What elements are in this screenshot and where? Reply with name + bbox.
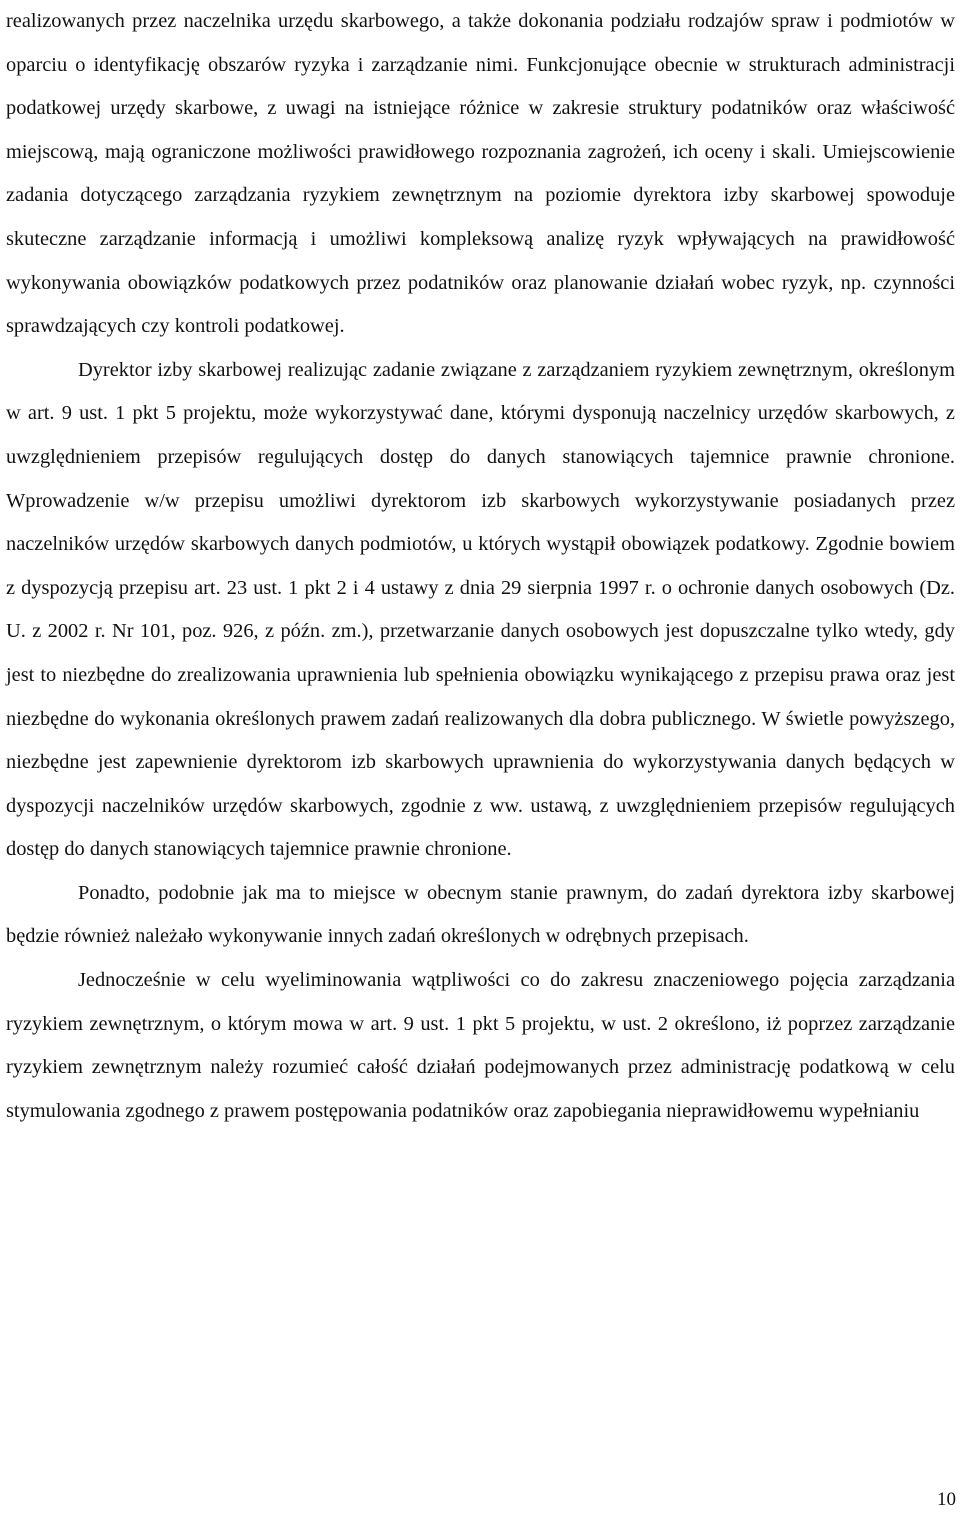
document-page <box>6 0 955 1513</box>
paragraph-risk-definition: Jednocześnie w celu wyeliminowania wątpliwości co do zakresu znaczeniowego pojęcia zarządzania ryzykiem zewnętrznym, o którym mowa w art. 9 ust. 1 pkt 5 projektu, w ust. 2 określono, iż poprzez zarządzanie ryzykiem zewnętrznym należy rozumieć całość działań podejmowanych przez administrację podatkową w celu stymulowania zgodnego z prawem postępowania podatników oraz zapobiegania nieprawidłowemu wypełnianiu <box>6 969 955 1122</box>
paragraph-other-tasks: Ponadto, podobnie jak ma to miejsce w obecnym stanie prawnym, do zadań dyrektora izby skarbowej będzie również należało wykonywanie innych zadań określonych w odrębnych przepisach. <box>6 881 955 948</box>
body-text <box>6 0 955 1133</box>
paragraph-director-external-risk: Dyrektor izby skarbowej realizując zadanie związane z zarządzaniem ryzykiem zewnętrznym, określonym w art. 9 ust. 1 pkt 5 projektu, może wykorzystywać dane, którymi dysponują naczelnicy urzędów skarbowych, z uwzględnieniem przepisów regulujących dostęp do danych stanowiących tajemnice prawnie chronione. Wprowadzenie w/w przepisu umożliwi dyrektorom izb skarbowych wykorzystywanie posiadanych przez naczelników urzędów skarbowych danych podmiotów, u których wystąpił obowiązek podatkowy. Zgodnie bowiem z dyspozycją przepisu art. 23 ust. 1 pkt 2 i 4 ustawy z dnia 29 sierpnia 1997 r. o ochronie danych osobowych (Dz. U. z 2002 r. Nr 101, poz. 926, z późn. zm.), przetwarzanie danych osobowych jest dopuszczalne tylko wtedy, gdy jest to niezbędne do zrealizowania uprawnienia lub spełnienia obowiązku wynikającego z przepisu prawa oraz jest niezbędne do wykonania określonych prawem zadań realizowanych dla dobra publicznego. W świetle powyższego, niezbędne jest zapewnienie dyrektorom izb skarbowych uprawnienia do wykorzystywania danych będących w dyspozycji naczelników urzędów skarbowych, zgodnie z ww. ustawą, z uwzględnieniem przepisów regulujących dostęp do danych stanowiących tajemnice prawnie chronione. <box>6 358 955 861</box>
paragraph-continuation: realizowanych przez naczelnika urzędu skarbowego, a także dokonania podziału rodzajów spraw i podmiotów w oparciu o identyfikację obszarów ryzyka i zarządzanie nimi. Funkcjonujące obecnie w strukturach administracji podatkowej urzędy skarbowe, z uwagi na istniejące różnice w zakresie struktury podatników oraz właściwość miejscową, mają ograniczone możliwości prawidłowego rozpoznania zagrożeń, ich oceny i skali. Umiejscowienie zadania dotyczącego zarządzania ryzykiem zewnętrznym na poziomie dyrektora izby skarbowej spowoduje skuteczne zarządzanie informacją i umożliwi kompleksową analizę ryzyk wpływających na prawidłowość wykonywania obowiązków podatkowych przez podatników oraz planowanie działań wobec ryzyk, np. czynności sprawdzających czy kontroli podatkowej. <box>6 10 955 338</box>
page-number: 10 <box>937 1489 956 1510</box>
